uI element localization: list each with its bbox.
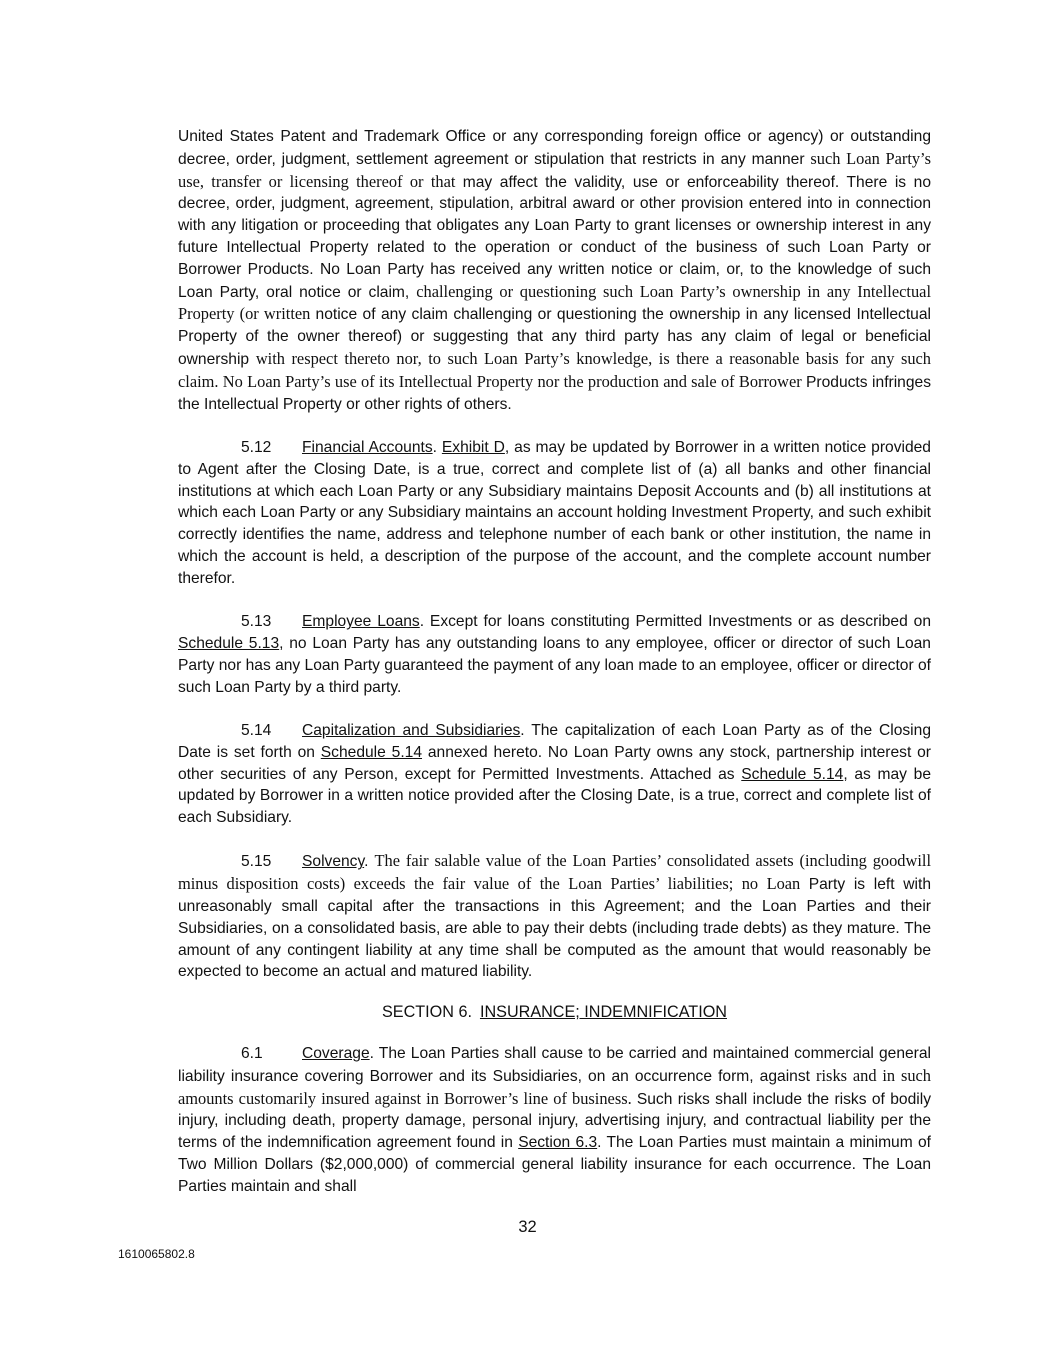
- section-text: . The Loan Parties shall cause to be carried and maintained commercial general liability insurance covering Borrower and its Subsidiaries, on an occurrence form, against: [178, 1045, 931, 1085]
- section-reference: Section 6.3: [518, 1134, 598, 1152]
- section-number: 5.12: [241, 438, 272, 456]
- carryover-paragraph: [178, 126, 931, 415]
- section-6-heading: [178, 1002, 931, 1024]
- carryover-text: notice of any claim challenging or questioning the ownership in any licensed Intellectual Property of the owner thereof) or suggesting that any third party has any claim of legal or beneficial ownership: [178, 306, 931, 368]
- schedule-reference: Schedule 5.14: [320, 743, 423, 761]
- section-text: , no Loan Party has any outstanding loans to any employee, officer or director of such Loan Party nor has any Loan Party guaranteed the payment of any loan made to an employee, officer or director of such Loan Party by a third party.: [178, 634, 931, 696]
- section-number: 5.15: [241, 853, 272, 871]
- carryover-text: may affect the validity, use or enforceability thereof. There is no decree, order, judgment, agreement, stipulation, arbitral award or other provision entered into in connection with any litigation or proceeding that obligates any Loan Party to grant licenses or ownership interest in any future Intellectual Property related to the operation or conduct of the business of such Loan Party or Borrower Products. No Loan Party has received any written notice or claim, or, to the knowledge of such Loan Party, oral notice or claim,: [178, 173, 931, 301]
- carryover-text-serif: with respect thereto nor, to such Loan Party’s knowledge, is there a reasonable basis for any such claim. No Loan Party’s use of its Intellectual Property nor the production and sale of Borrower: [178, 348, 931, 391]
- section-title: Employee Loans: [302, 613, 420, 631]
- section-title: Solvency: [302, 853, 365, 871]
- section-number: 6.1: [241, 1045, 263, 1063]
- section-title: Coverage: [302, 1045, 370, 1063]
- section-5-12-paragraph: [178, 437, 931, 590]
- exhibit-reference: Exhibit D: [441, 438, 505, 456]
- section-label: SECTION 6.: [382, 1003, 472, 1022]
- section-number: 5.14: [241, 721, 272, 739]
- carryover-text: Products infringes the Intellectual Property or other rights of others.: [178, 373, 932, 413]
- section-5-14-paragraph: [178, 720, 931, 829]
- section-5-15-paragraph: [178, 850, 931, 983]
- schedule-reference: Schedule 5.14: [741, 765, 844, 783]
- punctuation: .: [432, 438, 442, 456]
- section-6-1-paragraph: [178, 1043, 931, 1198]
- punctuation: .: [364, 853, 375, 871]
- section-text: , as may be updated by Borrower in a written notice provided after the Closing Date, is a true, correct and complete list of each Subsidiary.: [178, 765, 931, 827]
- section-text-serif: The fair salable value of the Loan Parties’ consolidated assets (including goodwill minus disposition costs) exceeds the fair value of the Loan Parties’ liabilities; no Loan: [178, 851, 931, 894]
- section-text: . Except for loans constituting Permitted Investments or as described on: [419, 613, 931, 631]
- section-text: . The Loan Parties must maintain a minimum of Two Million Dollars ($2,000,000) of commercial general liability insurance for each occurrence. The Loan Parties maintain and shall: [178, 1134, 931, 1195]
- section-text: annexed hereto. No Loan Party owns any stock, partnership interest or other securities of any Person, except for Permitted Investments. Attached as: [178, 743, 931, 783]
- section-text-serif: risks and in such amounts customarily insured against in Borrower’s line of business.: [178, 1065, 931, 1108]
- section-text: , as may be updated by Borrower in a written notice provided to Agent after the Closing Date, is a true, correct and complete list of (a) all banks and other financial institutions at which each Loan Party or any Subsidiary maintains Deposit Accounts and (b) all institutions at which each Loan Party or any Subsidiary maintains an account holding Investment Property, and such exhibit correctly identifies the name, address and telephone number of each bank or other institution, the name in which the account is held, a description of the purpose of the account, and the complete account number therefor.: [178, 438, 931, 587]
- section-text: Party is left with unreasonably small capital after the transactions in this Agreement; and the Loan Parties and their Subsidiaries, on a consolidated basis, are able to pay their debts (including trade debts) as they mature. The amount of any contingent liability at any time shall be computed as the amount that would reasonably be expected to become an actual and matured liability.: [178, 876, 932, 981]
- page-number: 32: [518, 1218, 537, 1236]
- section-number: 5.13: [241, 613, 272, 631]
- document-body: [178, 126, 931, 1198]
- section-text: Such risks shall include the risks of bodily injury, including death, property damage, personal injury, advertising injury, and contractual liability per the terms of the indemnification agreement found in: [178, 1090, 931, 1152]
- carryover-text: United States Patent and Trademark Office or any corresponding foreign office or agency) or outstanding decree, order, judgment, settlement agreement or stipulation that restricts in any manner: [178, 128, 931, 168]
- document-id: 1610065802.8: [118, 1247, 195, 1261]
- section-heading-title: INSURANCE; INDEMNIFICATION: [479, 1003, 727, 1022]
- section-5-13-paragraph: [178, 611, 931, 698]
- schedule-reference: Schedule 5.13: [178, 634, 280, 652]
- section-title: Financial Accounts: [302, 438, 433, 456]
- section-text: . The capitalization of each Loan Party as of the Closing Date is set forth on: [178, 721, 931, 761]
- carryover-text-serif: challenging or questioning such Loan Party’s ownership in any Intellectual Property (or written: [178, 281, 931, 324]
- section-title: Capitalization and Subsidiaries: [302, 721, 521, 739]
- carryover-text-serif: such Loan Party’s use, transfer or licensing thereof or that: [178, 148, 931, 191]
